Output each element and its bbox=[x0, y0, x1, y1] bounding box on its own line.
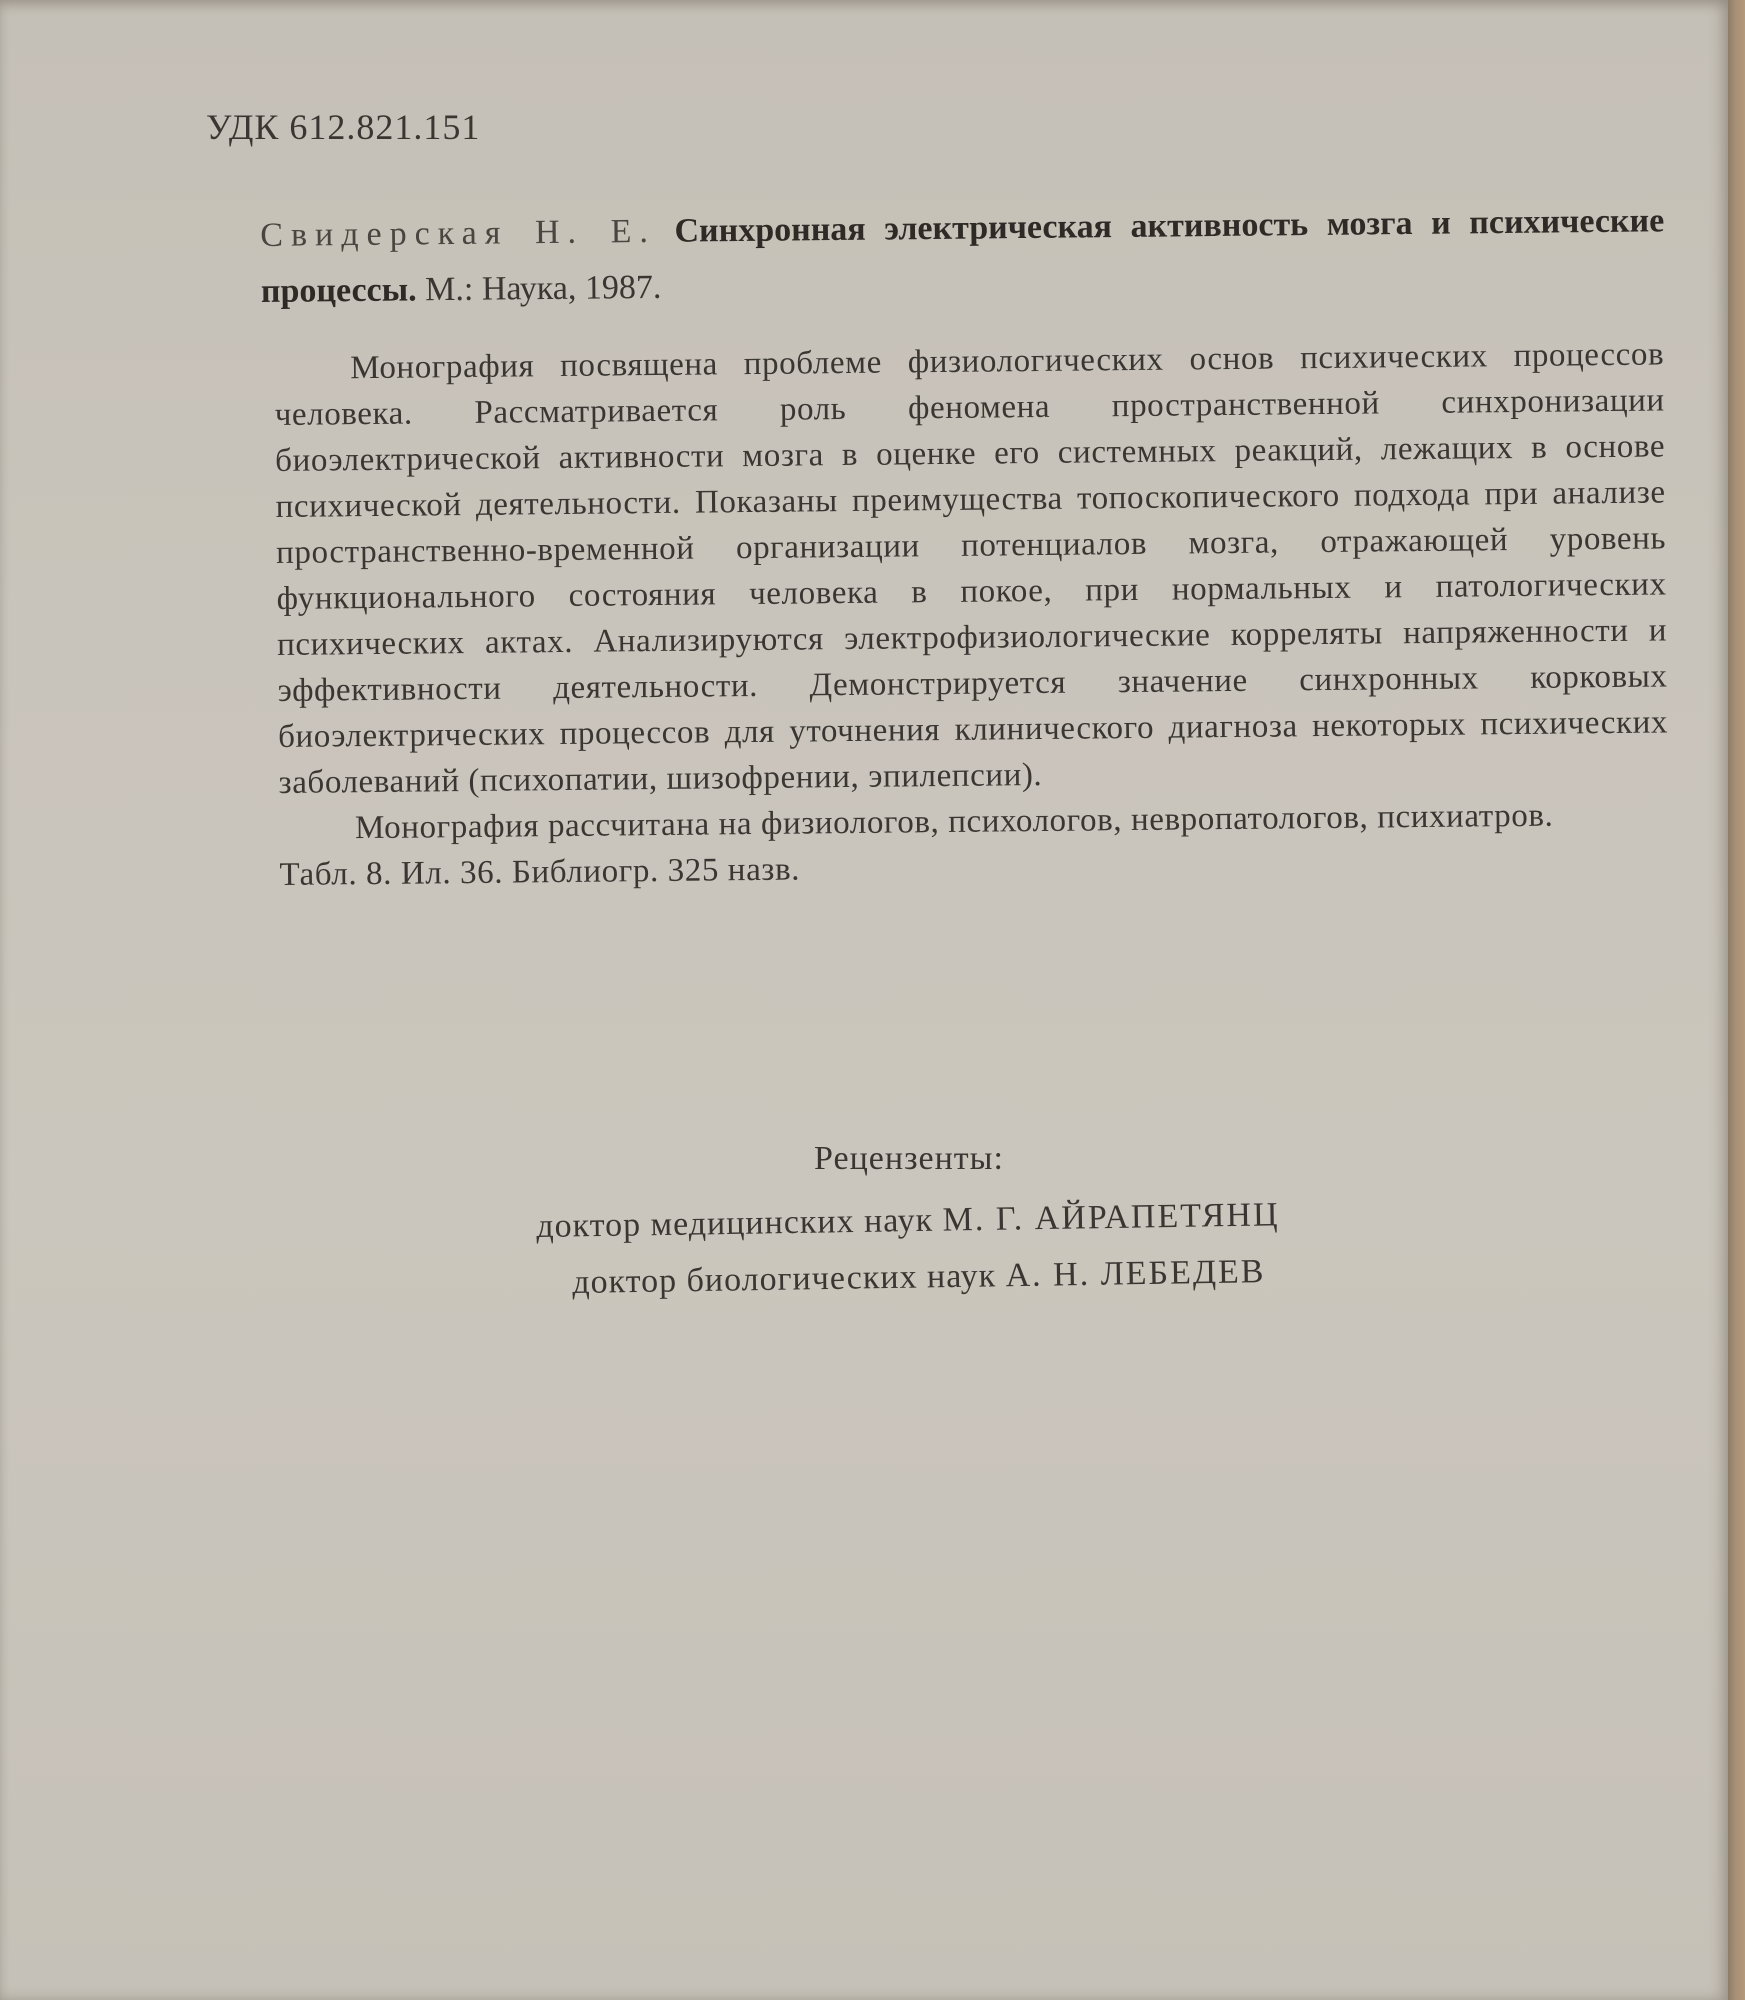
abstract bbox=[274, 331, 1670, 898]
reviewers-heading: Рецензенты: bbox=[814, 1140, 1004, 1177]
abstract-paragraph-1: Монография посвящена проблеме физиологических основ психических процессов человека. Рассматривается роль феномена пространственной синхронизации биоэлектрической активности мозга в оценке его системных реакций, лежащих в основе психической деятельности. Показаны преимущества топоскопического подхода при анализе пространственно-временной организации потенциалов мозга, отражающей уровень функционального состояния человека в покое, при нормальных и патологических психических актах. Анализируются электрофизиологические корреляты напряженности и эффективности деятельности. Демонстрируется значение синхронных корковых биоэлектрических процессов для уточнения клинического диагноза некоторых психических заболеваний (психопатии, шизофрении, эпилепсии). bbox=[274, 336, 1669, 801]
abstract-stats: Табл. 8. Ил. 36. Библиогр. 325 назв. bbox=[279, 851, 801, 893]
reviewer-1 bbox=[536, 1196, 1280, 1246]
reviewer-1-degree: доктор медицинских наук bbox=[536, 1201, 934, 1245]
udk-code: УДК 612.821.151 bbox=[206, 107, 481, 147]
book-spine-edge bbox=[1728, 0, 1745, 2000]
reviewer-2 bbox=[572, 1253, 1266, 1302]
citation-title: Синхронная электрическая активность мозга и психические процессы. bbox=[260, 202, 1665, 310]
abstract-paragraph-2: Монография рассчитана на физиологов, психологов, невропатологов, психиатров. bbox=[354, 797, 1554, 847]
reviewer-1-name: М. Г. АЙРАПЕТЯНЦ bbox=[942, 1196, 1280, 1239]
reviewer-2-name: А. Н. ЛЕБЕДЕВ bbox=[1005, 1253, 1266, 1295]
bibliographic-citation bbox=[260, 193, 1665, 320]
citation-author: Свидерская Н. Е. bbox=[260, 212, 657, 254]
reviewer-2-degree: доктор биологических наук bbox=[572, 1257, 997, 1301]
citation-imprint: М.: Наука, 1987. bbox=[424, 268, 662, 309]
